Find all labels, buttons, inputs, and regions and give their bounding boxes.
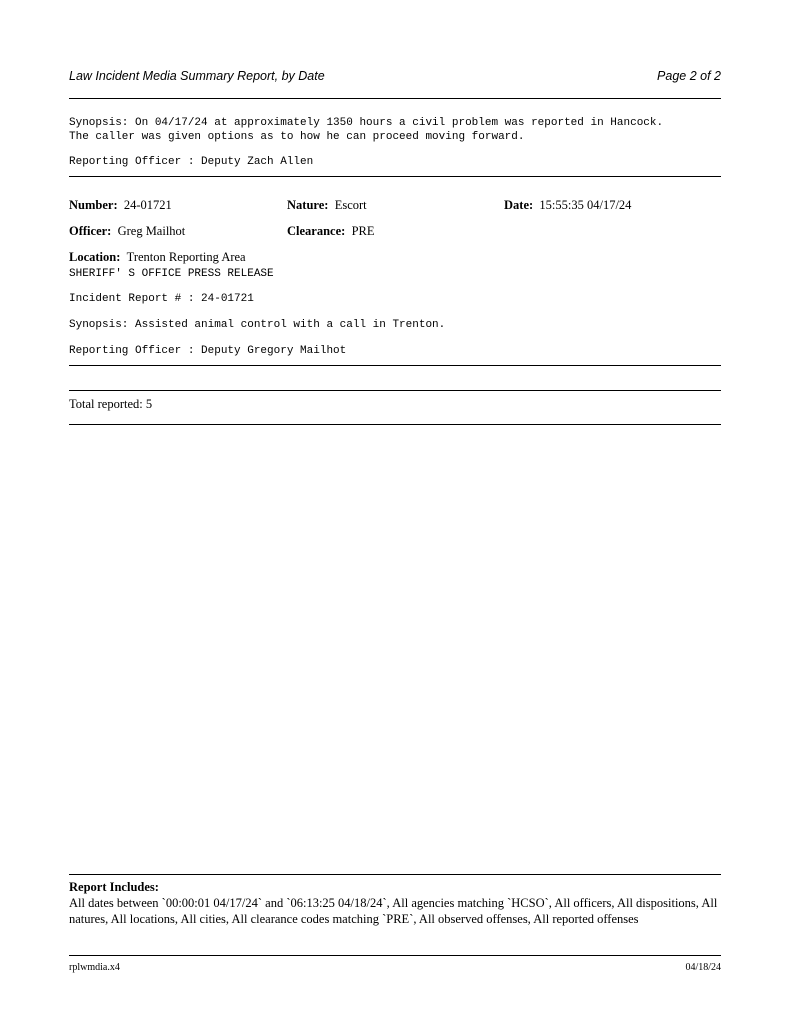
incident-report-number: Incident Report # : 24-01721: [69, 293, 254, 305]
record-end-divider: [69, 365, 721, 366]
incident-number: 24-01721: [123, 198, 172, 212]
date-field: [504, 198, 631, 213]
total-reported: Total reported: 5: [69, 397, 153, 411]
totals-top-divider: [69, 390, 721, 391]
prev-reporting-officer: Reporting Officer : Deputy Zach Allen: [69, 156, 314, 168]
location-field: [69, 250, 246, 265]
prev-synopsis-line-2: The caller was given options as to how he can proceed moving forward.: [69, 131, 525, 143]
officer-label: Officer:: [69, 224, 112, 238]
totals-bottom-divider: [69, 424, 721, 425]
clearance-field: [287, 224, 375, 239]
report-includes-text: All dates between `00:00:01 04/17/24` and `06:13:25 04/18/24`, All agencies matching `HCSO`, All officers, All dispositions, All natures, All locations, All cities, All clearance codes matching `PRE`, All observed offenses, All reported offenses: [69, 896, 718, 926]
clearance-value: PRE: [351, 224, 375, 238]
nature-value: Escort: [334, 198, 367, 212]
incident-synopsis: Synopsis: Assisted animal control with a call in Trenton.: [69, 319, 446, 331]
nature-label: Nature:: [287, 198, 329, 212]
clearance-label: Clearance:: [287, 224, 346, 238]
page-indicator: Page 2 of 2: [657, 69, 721, 83]
report-includes-label: Report Includes:: [69, 880, 159, 894]
number-label: Number:: [69, 198, 118, 212]
incident-divider: [69, 176, 721, 177]
date-label: Date:: [504, 198, 534, 212]
header-divider: [69, 98, 721, 99]
location-value: Trenton Reporting Area: [126, 250, 246, 264]
print-date: 04/18/24: [685, 962, 721, 973]
officer-value: Greg Mailhot: [117, 224, 186, 238]
officer-field: [69, 224, 185, 239]
footer-top-divider: [69, 874, 721, 875]
press-release-heading: SHERIFF' S OFFICE PRESS RELEASE: [69, 268, 274, 280]
nature-field: [287, 198, 367, 213]
date-value: 15:55:35 04/17/24: [539, 198, 632, 212]
incident-number-field: [69, 198, 172, 213]
incident-reporting-officer: Reporting Officer : Deputy Gregory Mailhot: [69, 345, 347, 357]
location-label: Location:: [69, 250, 121, 264]
report-title: Law Incident Media Summary Report, by Date: [69, 69, 325, 83]
footer-bottom-divider: [69, 955, 721, 956]
report-code: rplwmdia.x4: [69, 962, 120, 973]
prev-synopsis-line-1: Synopsis: On 04/17/24 at approximately 1350 hours a civil problem was reported in Hancock.: [69, 117, 664, 129]
